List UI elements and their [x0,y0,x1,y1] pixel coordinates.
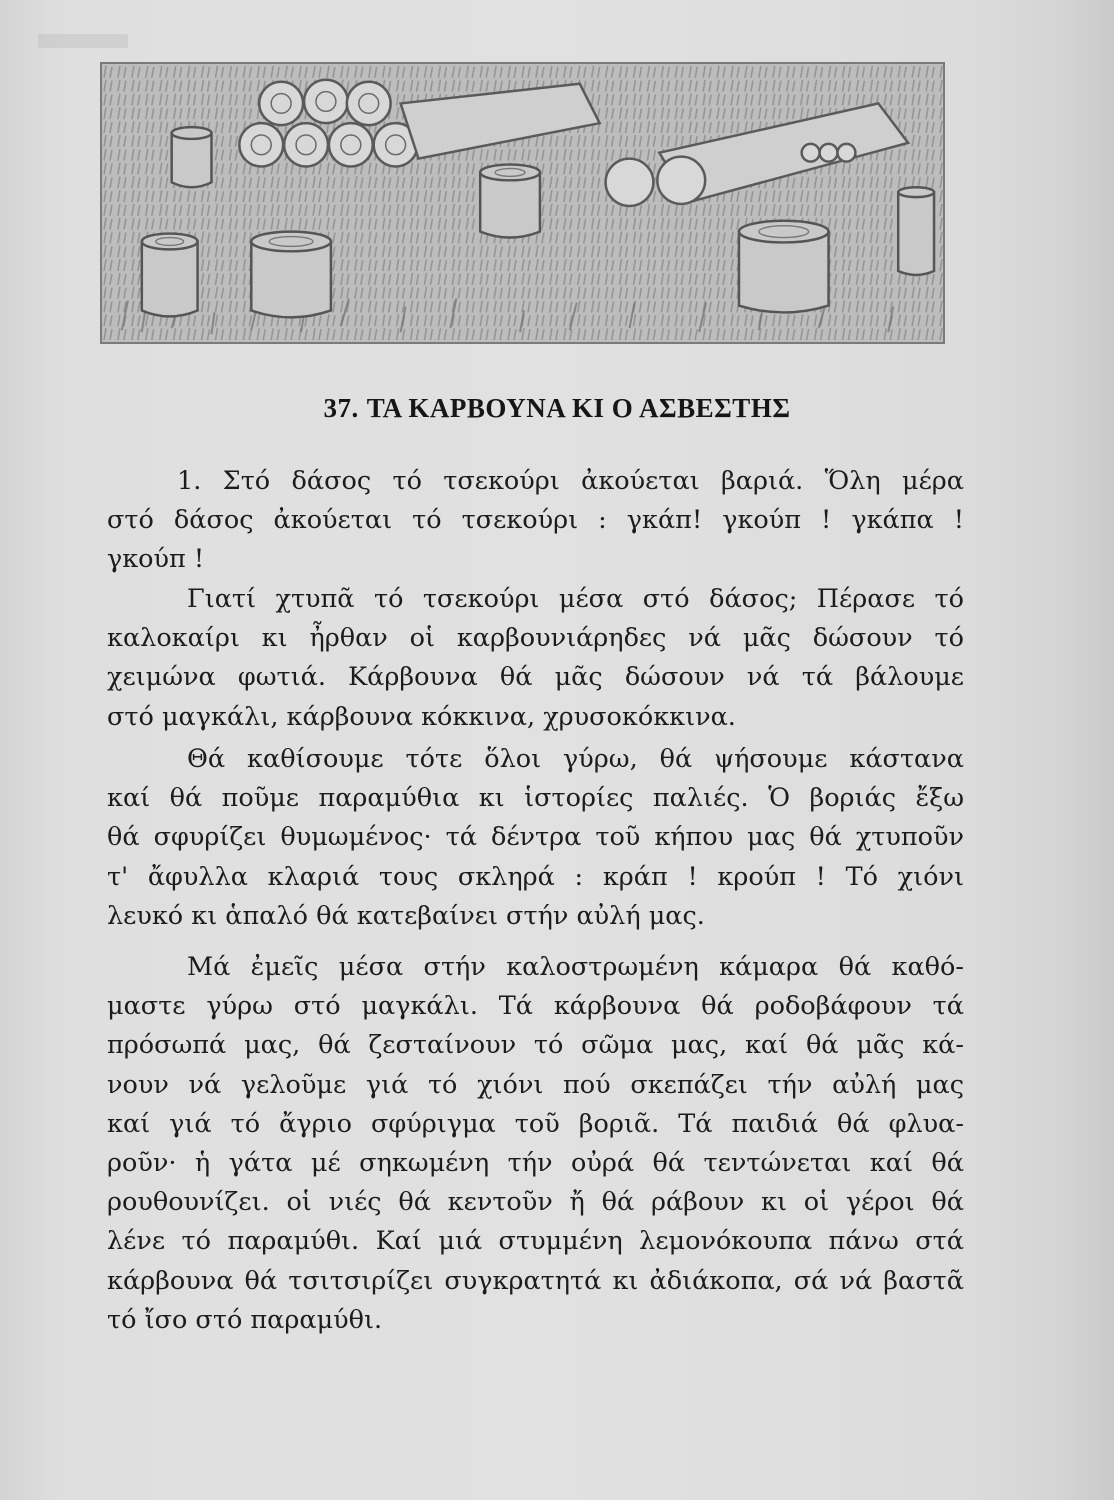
text-line: καί θά ποῦμε παραμύθια κι ἱστορίες παλιές. Ὁ βοριάς ἔξω [107,783,964,814]
text-line: γκούπ ! [107,544,205,575]
paragraph-3 [107,740,964,936]
text-line: στό δάσος ἀκούεται τό τσεκούρι : γκάπ! γκούπ ! γκάπα ! [107,505,964,536]
text-line: 1. Στό δάσος τό τσεκούρι ἀκούεται βαριά. Ὅλη μέρα [177,466,964,496]
text-line: τό ἴσο στό παραμύθι. [107,1304,383,1335]
text-line: πρόσωπά μας, θά ζεσταίνουν τό σῶμα μας, καί θά μᾶς κά- [107,1030,964,1061]
chapter-heading [0,393,1114,424]
text-line: Μά ἐμεῖς μέσα στήν καλοστρωμένη κάμαρα θά καθό- [187,952,964,982]
chapter-title: ΤΑ ΚΑΡΒΟΥΝΑ ΚΙ Ο ΑΣΒΕΣΤΗΣ [366,393,791,423]
text-line: ροῦν· ἡ γάτα μέ σηκωμένη τήν οὐρά θά τεντώνεται καί θά [107,1147,964,1178]
paragraph-2 [107,580,964,737]
woodcut-illustration [100,62,945,344]
text-line: τ' ἄφυλλα κλαριά τους σκληρά : κράπ ! κρούπ ! Τό χιόνι [107,861,964,892]
text-line: νουν νά γελοῦμε γιά τό χιόνι πού σκεπάζει τήν αὐλή μας [107,1069,964,1100]
text-line: κάρβουνα θά τσιτσιρίζει συγκρατητά κι ἀδιάκοπα, σά νά βαστᾶ [107,1265,964,1296]
text-line: στό μαγκάλι, κάρβουνα κόκκινα, χρυσοκόκκινα. [107,701,736,732]
text-line: καί γιά τό ἄγριο σφύριγμα τοῦ βοριᾶ. Τά παιδιά θά φλυα- [107,1108,964,1139]
text-line: Θά καθίσουμε τότε ὅλοι γύρω, θά ψήσουμε κάστανα [187,744,964,774]
woodcut-felled-logs-and-tree-stumps-icon [102,64,943,342]
text-line: χειμώνα φωτιά. Κάρβουνα θά μᾶς δώσουν νά τά βάλουμε [107,662,964,693]
paragraph-1 [107,462,964,580]
page-edge-shadow [964,0,1114,1500]
text-line: ρουθουνίζει. οἱ νιές θά κεντοῦν ἤ θά ράβουν κι οἱ γέροι θά [107,1187,964,1218]
text-line: καλοκαίρι κι ἦρθαν οἱ καρβουνιάρηδες νά μᾶς δώσουν τό [107,623,964,654]
text-line: λένε τό παραμύθι. Καί μιά στυμμένη λεμονόκουπα πάνω στά [107,1226,964,1257]
text-line: μαστε γύρω στό μαγκάλι. Τά κάρβουνα θά ροδοβάφουν τά [107,991,964,1022]
paragraph-4 [107,948,964,1340]
text-line: Γιατί χτυπᾶ τό τσεκούρι μέσα στό δάσος; Πέρασε τό [187,584,964,614]
text-line: λευκό κι ἁπαλό θά κατεβαίνει στήν αὐλή μας. [107,900,705,931]
text-line: θά σφυρίζει θυμωμένος· τά δέντρα τοῦ κήπου μας θά χτυποῦν [107,822,964,853]
faded-corner-mark [38,34,128,48]
chapter-number: 37. [323,393,359,423]
